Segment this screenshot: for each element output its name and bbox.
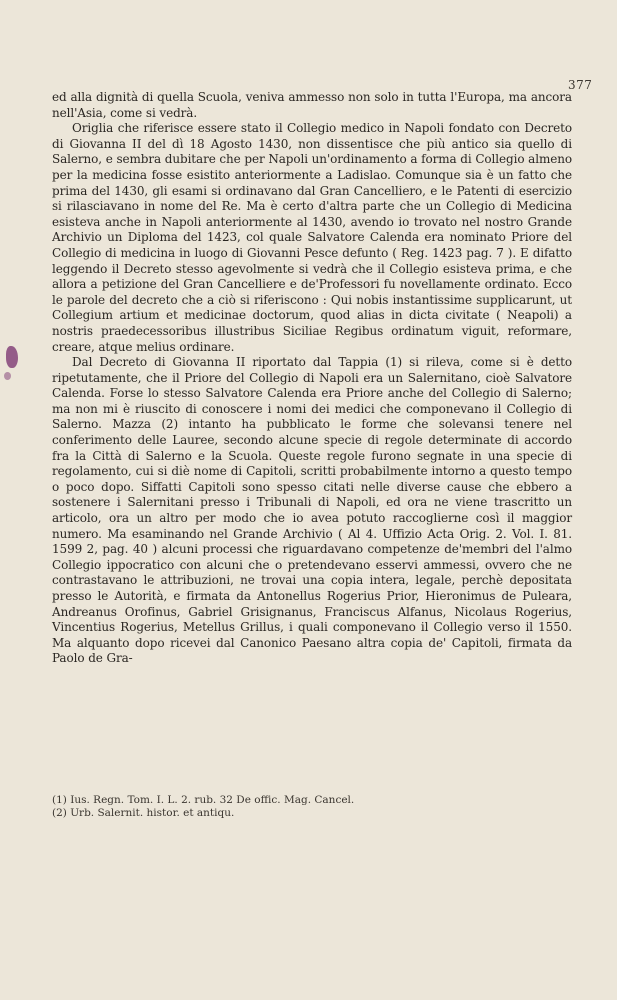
- page-number: 377: [568, 78, 593, 92]
- ink-stain: [6, 346, 18, 368]
- body-text: [52, 90, 572, 667]
- ink-stain-small: [4, 372, 11, 380]
- paragraph-2: Origlia che riferisce essere stato il Collegio medico in Napoli fondato con Decreto di Giovanna II del dì 18 Agosto 1430, non dissentisce che più antico sia quello di Salerno, e sembra dubitare che per Napoli un'ordinamento a forma di Collegio almeno per la medicina fosse esistito anteriormente a Ladislao. Comunque sia è un fatto che prima del 1430, gli esami si ordinavano dal Gran Cancelliero, e le Patenti di esercizio si rilasciavano in nome del Re. Ma è certo d'altra parte che un Collegio di Medicina esisteva anche in Napoli anteriormente al 1430, avendo io trovato nel nostro Grande Archivio un Diploma del 1423, col quale Salvatore Calenda era nominato Priore del Collegio di medicina in luogo di Giovanni Pesce defunto ( Reg. 1423 pag. 7 ). E difatto leggendo il Decreto stesso agevolmente si vedrà che il Collegio esisteva prima, e che allora a petizione del Gran Cancelliere e de'Professori fu novellamente ordinato. Ecco le parole del decreto che a ciò si riferiscono : Qui nobis instantissime supplicarunt, ut Collegium artium et medicinae doctorum, quod alias in dicta civitate ( Neapoli) a nostris praedecessoribus illustribus Siciliae Regibus ordinatum viguit, reformare, creare, atque melius ordinare.: [52, 121, 572, 354]
- footnotes: [52, 794, 572, 820]
- paragraph-1: ed alla dignità di quella Scuola, veniva ammesso non solo in tutta l'Europa, ma ancora nell'Asia, come si vedrà.: [52, 90, 572, 120]
- footnote-2: (2) Urb. Salernit. histor. et antiqu.: [52, 807, 235, 819]
- paragraph-3: Dal Decreto di Giovanna II riportato dal Tappia (1) si rileva, come si è detto ripetutamente, che il Priore del Collegio di Napoli era un Salernitano, cioè Salvatore Calenda. Forse lo stesso Salvatore Calenda era Priore anche del Collegio di Salerno; ma non mi è riuscito di conoscere i nomi dei medici che componevano il Collegio di Salerno. Mazza (2) intanto ha pubblicato le forme che solevansi tenere nel conferimento delle Lauree, secondo alcune specie di regole determinate di accordo fra la Città di Salerno e la Scuola. Queste regole furono segnate in una specie di regolamento, cui si diè nome di Capitoli, scritti probabilmente intorno a questo tempo o poco dopo. Siffatti Capitoli sono spesso citati nelle diverse cause che ebbero a sostenere i Salernitani presso i Tribunali di Napoli, ed ora ne viene trascritto un articolo, ora un altro per modo che io avea potuto raccoglierne così il maggior numero. Ma esaminando nel Grande Archivio ( Al 4. Uffizio Acta Orig. 2. Vol. I. 81. 1599 2, pag. 40 ) alcuni processi che riguardavano competenze de'membri del l'almo Collegio ippocratico con alcuni che o pretendevano esservi ammessi, ovvero che ne contrastavano le attribuzioni, ne trovai una copia intera, legale, perchè depositata presso le Autorità, e firmata da Antonellus Rogerius Prior, Hieronimus de Puleara, Andreanus Orofinus, Gabriel Grisignanus, Franciscus Alfanus, Nicolaus Rogerius, Vincentius Rogerius, Metellus Grillus, i quali componevano il Collegio verso il 1550. Ma alquanto dopo ricevei dal Canonico Paesano altra copia de' Capitoli, firmata da Paolo de Gra-: [52, 355, 572, 666]
- footnote-1: (1) Ius. Regn. Tom. I. L. 2. rub. 32 De offic. Mag. Cancel.: [52, 794, 355, 806]
